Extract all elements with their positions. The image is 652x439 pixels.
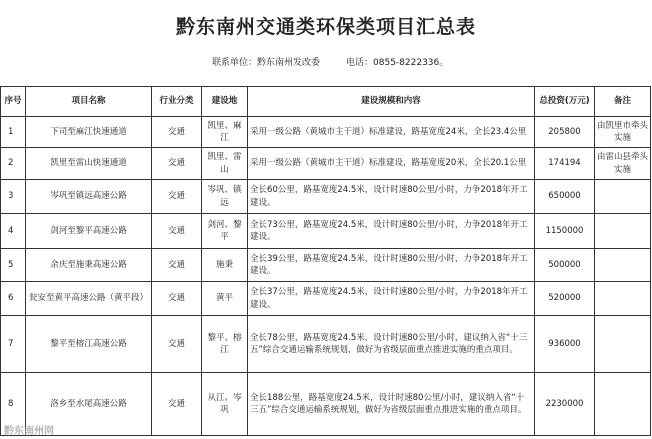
cell-remark: 由凯里市牵头实施 [595,117,651,148]
cell-investment: 936000 [535,316,595,373]
cell-name: 黎平至榕江高速公路 [26,316,152,373]
cell-investment: 2230000 [535,373,595,436]
cell-investment: 1150000 [535,214,595,249]
watermark-logo: 黔东南州网 [4,426,54,437]
cell-content: 全长39公里，路基宽度24.5米，设计时速80公里/小时，力争2018年开工建设。 [248,249,535,282]
cell-no: 4 [1,214,26,249]
table-row [1,180,651,214]
cell-no: 6 [1,282,26,316]
cell-category: 交通 [152,148,202,180]
cell-category: 交通 [152,316,202,373]
table-row [1,117,651,148]
header-location: 建设地 [202,87,248,117]
cell-no: 3 [1,180,26,214]
table-row [1,373,651,436]
header-name: 项目名称 [26,87,152,117]
header-seq: 序号 [1,87,26,117]
cell-no: 1 [1,117,26,148]
header-investment: 总投资(万元) [535,87,595,117]
header-content: 建设规模和内容 [248,87,535,117]
cell-name: 凯里至雷山快速通道 [26,148,152,180]
cell-content: 全长73公里，路基宽度24.5米，设计时速80公里/小时，力争2018年开工建设。 [248,214,535,249]
cell-location: 施秉 [202,249,248,282]
cell-name: 瓮安至黄平高速公路（黄平段） [26,282,152,316]
cell-content: 全长60公里，路基宽度24.5米，设计时速80公里/小时，力争2018年开工建设。 [248,180,535,214]
cell-name: 下司至麻江快速通道 [26,117,152,148]
cell-no: 8 [1,373,26,436]
cell-remark [595,214,651,249]
table-row [1,214,651,249]
cell-name: 洛乡至水尾高速公路 [26,373,152,436]
cell-location: 岑巩、镇远 [202,180,248,214]
cell-remark [595,282,651,316]
cell-content: 采用一级公路（黄城市主干道）标准建设，路基宽度24米，全长23.4公里 [248,117,535,148]
cell-content: 全长37公里，路基宽度24.5米，设计时速80公里/小时，力争2018年开工建设。 [248,282,535,316]
cell-location: 从江、岑巩 [202,373,248,436]
cell-category: 交通 [152,282,202,316]
cell-investment: 174194 [535,148,595,180]
header-category: 行业分类 [152,87,202,117]
table-header-row [1,87,651,117]
cell-content: 全长188公里，路基宽度24.5米，设计时速80公里/小时，建议纳入省“十三五”综合交通运输系统规划，做好为省级层面重点推进实施的重点项目。 [248,373,535,436]
cell-location: 黄平 [202,282,248,316]
cell-location: 凯里、雷山 [202,148,248,180]
cell-investment: 650000 [535,180,595,214]
cell-category: 交通 [152,117,202,148]
contact-phone: 电话：0855-8222336。 [346,58,449,68]
cell-remark [595,249,651,282]
cell-no: 5 [1,249,26,282]
header-remark: 备注 [595,87,651,117]
cell-no: 7 [1,316,26,373]
table-row [1,249,651,282]
cell-remark [595,180,651,214]
cell-investment: 205800 [535,117,595,148]
contact-unit: 联系单位：黔东南州发改委 [212,58,321,68]
cell-content: 采用一级公路（黄城市主干道）标准建设，路基宽度20米，全长20.1公里 [248,148,535,180]
cell-category: 交通 [152,249,202,282]
cell-location: 剑河、黎平 [202,214,248,249]
cell-location: 黎平、榕江 [202,316,248,373]
cell-investment: 520000 [535,282,595,316]
cell-category: 交通 [152,180,202,214]
project-summary-table [0,86,651,436]
cell-location: 凯里、麻江 [202,117,248,148]
cell-remark: 由雷山县牵头实施 [595,148,651,180]
cell-investment: 500000 [535,249,595,282]
page-title: 黔东南州交通类环保类项目汇总表 [175,16,476,38]
contact-line [212,55,448,68]
cell-content: 全长78公里，路基宽度24.5米，设计时速80公里/小时，建议纳入省“十三五”综合交通运输系统规划，做好为省级层面重点推进实施的重点项目。 [248,316,535,373]
cell-remark [595,316,651,373]
cell-no: 2 [1,148,26,180]
cell-name: 剑河至黎平高速公路 [26,214,152,249]
cell-name: 余庆至施秉高速公路 [26,249,152,282]
table-row [1,316,651,373]
cell-name: 岑巩至镇远高速公路 [26,180,152,214]
table-row [1,148,651,180]
cell-category: 交通 [152,373,202,436]
table-row [1,282,651,316]
cell-category: 交通 [152,214,202,249]
cell-remark [595,373,651,436]
